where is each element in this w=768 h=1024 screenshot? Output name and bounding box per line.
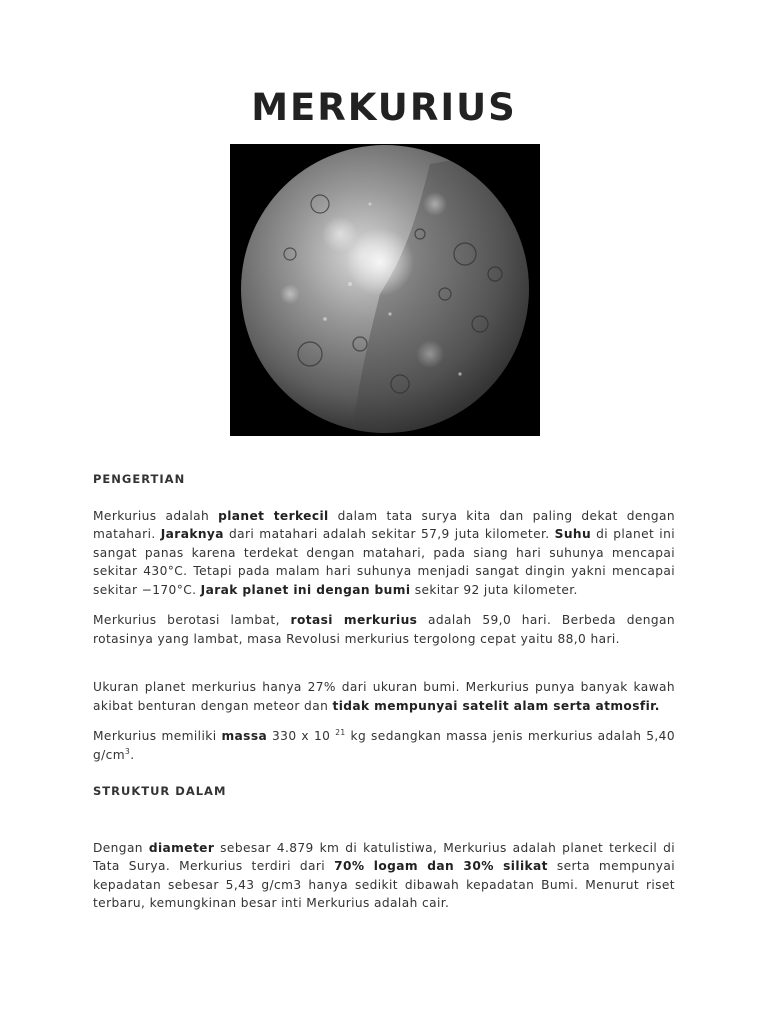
bold-text: diameter [148,840,215,855]
bold-text: planet terkecil [218,508,329,523]
text-span: serta mempunyai kepadatan sebesar 5,43 g/cm3 hanya sedikit dibawah kepadatan Bumi. Menurut riset terbaru, kemungkinan besar inti Merkurius adalah cair. [93,859,676,910]
page-title: MERKURIUS [251,86,517,129]
text-span: Merkurius memiliki [93,729,222,743]
section-heading-pengertian: PENGERTIAN [93,472,186,486]
bold-text: Jarak planet ini dengan bumi [200,582,411,597]
text-span: sebesar 4.879 km di katulistiwa, Merkurius adalah planet terkecil di Tata Surya. Merkurius terdiri dari [93,840,675,873]
paragraph-size [93,678,675,715]
text-span: di planet ini sangat panas karena terdekat dengan matahari, pada siang hari suhunya mencapai sekitar 430°C. Tetapi pada malam hari suhunya menjadi sangat dingin yakni mencapai sekitar −170°C. [93,527,675,597]
superscript: 3 [125,746,131,756]
bold-text: Jaraknya [160,527,224,541]
text-span: dari matahari adalah sekitar 57,9 juta kilometer. [223,527,555,541]
text-span: Merkurius adalah [93,508,219,523]
text-span: Ukuran planet merkurius hanya 27% dari ukuran bumi. Merkurius punya banyak kawah akibat benturan dengan meteor dan [93,680,675,713]
text-span: . [130,747,135,762]
text-span: adalah 59,0 hari. Berbeda dengan rotasinya yang lambat, masa Revolusi merkurius tergolong cepat yaitu 88,0 hari. [93,613,675,646]
superscript: 21 [335,728,346,737]
section-heading-struktur: STRUKTUR DALAM [93,784,227,798]
paragraph-rotation [93,611,675,648]
bold-text: rotasi merkurius [290,613,418,627]
article-body [93,470,675,913]
paragraph-structure [93,839,675,913]
bold-text: massa [221,729,268,743]
mercury-illustration [230,144,540,436]
text-span: dalam tata surya kita dan paling dekat dengan matahari. [93,508,675,541]
text-span: sekitar 92 juta kilometer. [410,582,578,597]
text-span: 330 x 10 [267,729,336,743]
paragraph-definition [93,507,675,600]
bold-text: tidak mempunyai satelit alam serta atmosfir. [332,698,660,713]
text-span: Dengan [93,840,149,855]
bold-text: Suhu [554,527,592,541]
text-span: Merkurius berotasi lambat, [93,613,291,627]
mercury-planet-photo [230,144,540,436]
bold-text: 70% logam dan 30% silikat [334,859,548,873]
paragraph-mass [93,727,675,764]
text-span: kg sedangkan massa jenis merkurius adalah 5,40 g/cm [93,729,675,762]
